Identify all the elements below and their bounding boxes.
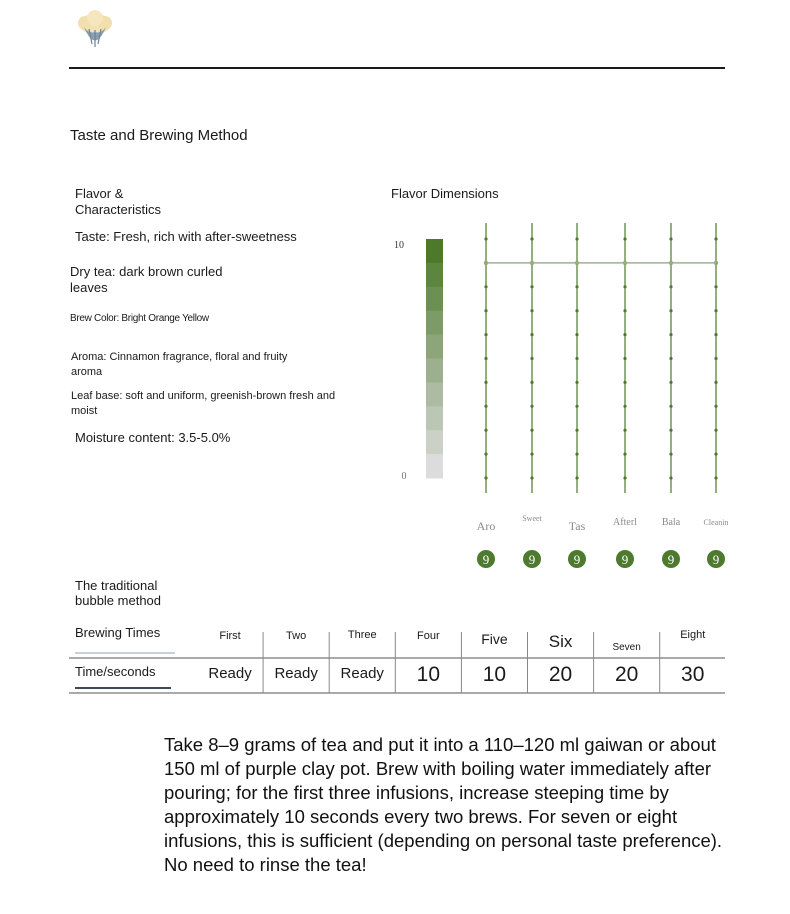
axis-tick — [575, 405, 578, 408]
axis-tick — [530, 333, 533, 336]
axis-tick — [484, 381, 487, 384]
axis-tick — [714, 285, 717, 288]
axis-tick — [714, 453, 717, 456]
brewing-times-label: Brewing Times — [75, 625, 161, 640]
axis-tick — [575, 453, 578, 456]
brew-time-value: 30 — [681, 663, 705, 686]
axis-tick — [484, 405, 487, 408]
axis-tick — [530, 309, 533, 312]
axis-tick — [623, 237, 626, 240]
axis-tick — [530, 476, 533, 479]
axis-tick — [530, 381, 533, 384]
axis-tick — [714, 429, 717, 432]
scale-segment — [426, 239, 443, 263]
scale-top-label: 10 — [394, 240, 404, 251]
flavor-dimensions-title: Flavor Dimensions — [391, 186, 499, 201]
brew-step-label: Five — [481, 631, 508, 647]
axis-tick — [530, 453, 533, 456]
axis-tick — [669, 405, 672, 408]
axis-tick — [530, 429, 533, 432]
axis-tick — [714, 381, 717, 384]
axis-tick — [575, 237, 578, 240]
axis-tick — [669, 357, 672, 360]
axis-tick — [623, 333, 626, 336]
axis-tick — [623, 429, 626, 432]
axis-tick — [623, 405, 626, 408]
axis-tick — [484, 285, 487, 288]
scale-bottom-label: 0 — [401, 471, 407, 482]
score-badge-value: 9 — [667, 552, 675, 567]
axis-tick — [714, 237, 717, 240]
brew-time-value: Ready — [340, 665, 384, 682]
axis-tick — [623, 476, 626, 479]
axis-tick — [575, 285, 578, 288]
category-label: Afterl — [613, 517, 637, 528]
axis-tick — [669, 285, 672, 288]
axis-tick — [484, 237, 487, 240]
scale-segment — [426, 406, 443, 430]
axis-tick — [714, 357, 717, 360]
brewing-method-label: The traditional bubble method — [75, 578, 162, 608]
axis-tick — [669, 333, 672, 336]
scale-segment — [426, 335, 443, 359]
scale-segment — [426, 311, 443, 335]
brew-time-value: Ready — [274, 665, 318, 682]
brew-step-label: Eight — [680, 629, 706, 641]
axis-tick — [575, 309, 578, 312]
taste-text: Taste: Fresh, rich with after-sweetness — [75, 229, 297, 244]
category-label: Aro — [476, 519, 496, 533]
category-label: Cleanin — [703, 518, 729, 527]
scale-segment — [426, 454, 443, 478]
category-label: Bala — [661, 517, 681, 528]
axis-tick — [484, 333, 487, 336]
axis-tick — [575, 381, 578, 384]
score-badge-value: 9 — [573, 552, 581, 567]
scale-segment — [426, 359, 443, 383]
section-title: Taste and Brewing Method — [70, 127, 248, 144]
axis-tick — [623, 357, 626, 360]
scale-segment — [426, 287, 443, 311]
category-label: Tas — [568, 519, 586, 533]
axis-tick — [623, 285, 626, 288]
scale-segment — [426, 430, 443, 454]
axis-tick — [714, 476, 717, 479]
axis-tick — [623, 453, 626, 456]
axis-tick — [575, 429, 578, 432]
axis-tick — [669, 237, 672, 240]
axis-tick — [623, 381, 626, 384]
axis-tick — [714, 309, 717, 312]
axis-tick — [669, 309, 672, 312]
axis-tick — [530, 285, 533, 288]
brew-step-label: Seven — [612, 642, 641, 653]
time-seconds-label: Time/seconds — [75, 664, 156, 679]
scale-segment — [426, 382, 443, 406]
cloud-tea-logo-icon — [76, 10, 114, 50]
brew-step-label: Six — [548, 632, 573, 651]
axis-tick — [530, 237, 533, 240]
axis-tick — [530, 357, 533, 360]
axis-tick — [714, 405, 717, 408]
axis-tick — [575, 476, 578, 479]
score-badge-value: 9 — [712, 552, 720, 567]
axis-tick — [530, 405, 533, 408]
characteristics-heading: Flavor & Characteristics — [75, 186, 161, 217]
axis-tick — [484, 429, 487, 432]
axis-tick — [669, 453, 672, 456]
axis-tick — [575, 357, 578, 360]
scale-segment — [426, 263, 443, 287]
brewing-table — [69, 616, 725, 696]
header-rule — [69, 67, 725, 69]
brew-color-text: Brew Color: Bright Orange Yellow — [70, 313, 209, 324]
brew-time-value: Ready — [208, 665, 252, 682]
flavor-dimensions-chart — [380, 215, 740, 575]
axis-tick — [669, 476, 672, 479]
brewing-instructions: Take 8–9 grams of tea and put it into a 110–120 ml gaiwan or about 150 ml of purple clay pot. Brew with boiling water immediately after pouring; for the first three infusions, increase steeping time by approximately 10 seconds every two brews. For seven or eight infusions, this is sufficient (depending on personal taste preference). No need to rinse the tea! — [164, 734, 723, 875]
category-label: Sweet — [522, 514, 542, 523]
brew-time-value: 10 — [416, 663, 441, 686]
axis-tick — [484, 453, 487, 456]
category-labels — [477, 514, 729, 533]
axis-tick — [669, 381, 672, 384]
aroma-text: Aroma: Cinnamon fragrance, floral and fruity aroma — [71, 351, 288, 378]
score-badges — [477, 550, 725, 568]
brew-step-label: Four — [417, 630, 440, 642]
axis-tick — [575, 333, 578, 336]
brew-time-value: 20 — [614, 663, 639, 686]
axis-tick — [484, 357, 487, 360]
score-badge-value: 9 — [528, 552, 536, 567]
axis-tick — [484, 309, 487, 312]
dry-tea-text: Dry tea: dark brown curled leaves — [70, 264, 223, 295]
axis-tick — [714, 333, 717, 336]
axis-tick — [484, 476, 487, 479]
leaf-base-text: Leaf base: soft and uniform, greenish-brown fresh and moist — [71, 390, 336, 417]
brew-step-label: Two — [286, 630, 307, 642]
scale-bar — [426, 239, 443, 479]
axis-tick — [669, 429, 672, 432]
brew-time-value: 10 — [482, 663, 507, 686]
moisture-text: Moisture content: 3.5-5.0% — [75, 430, 231, 445]
score-badge-value: 9 — [482, 552, 490, 567]
brew-step-label: First — [219, 630, 241, 642]
score-badge-value: 9 — [621, 552, 629, 567]
brew-step-label: Three — [347, 629, 377, 641]
brew-time-value: 20 — [548, 663, 573, 686]
axis-tick — [623, 309, 626, 312]
